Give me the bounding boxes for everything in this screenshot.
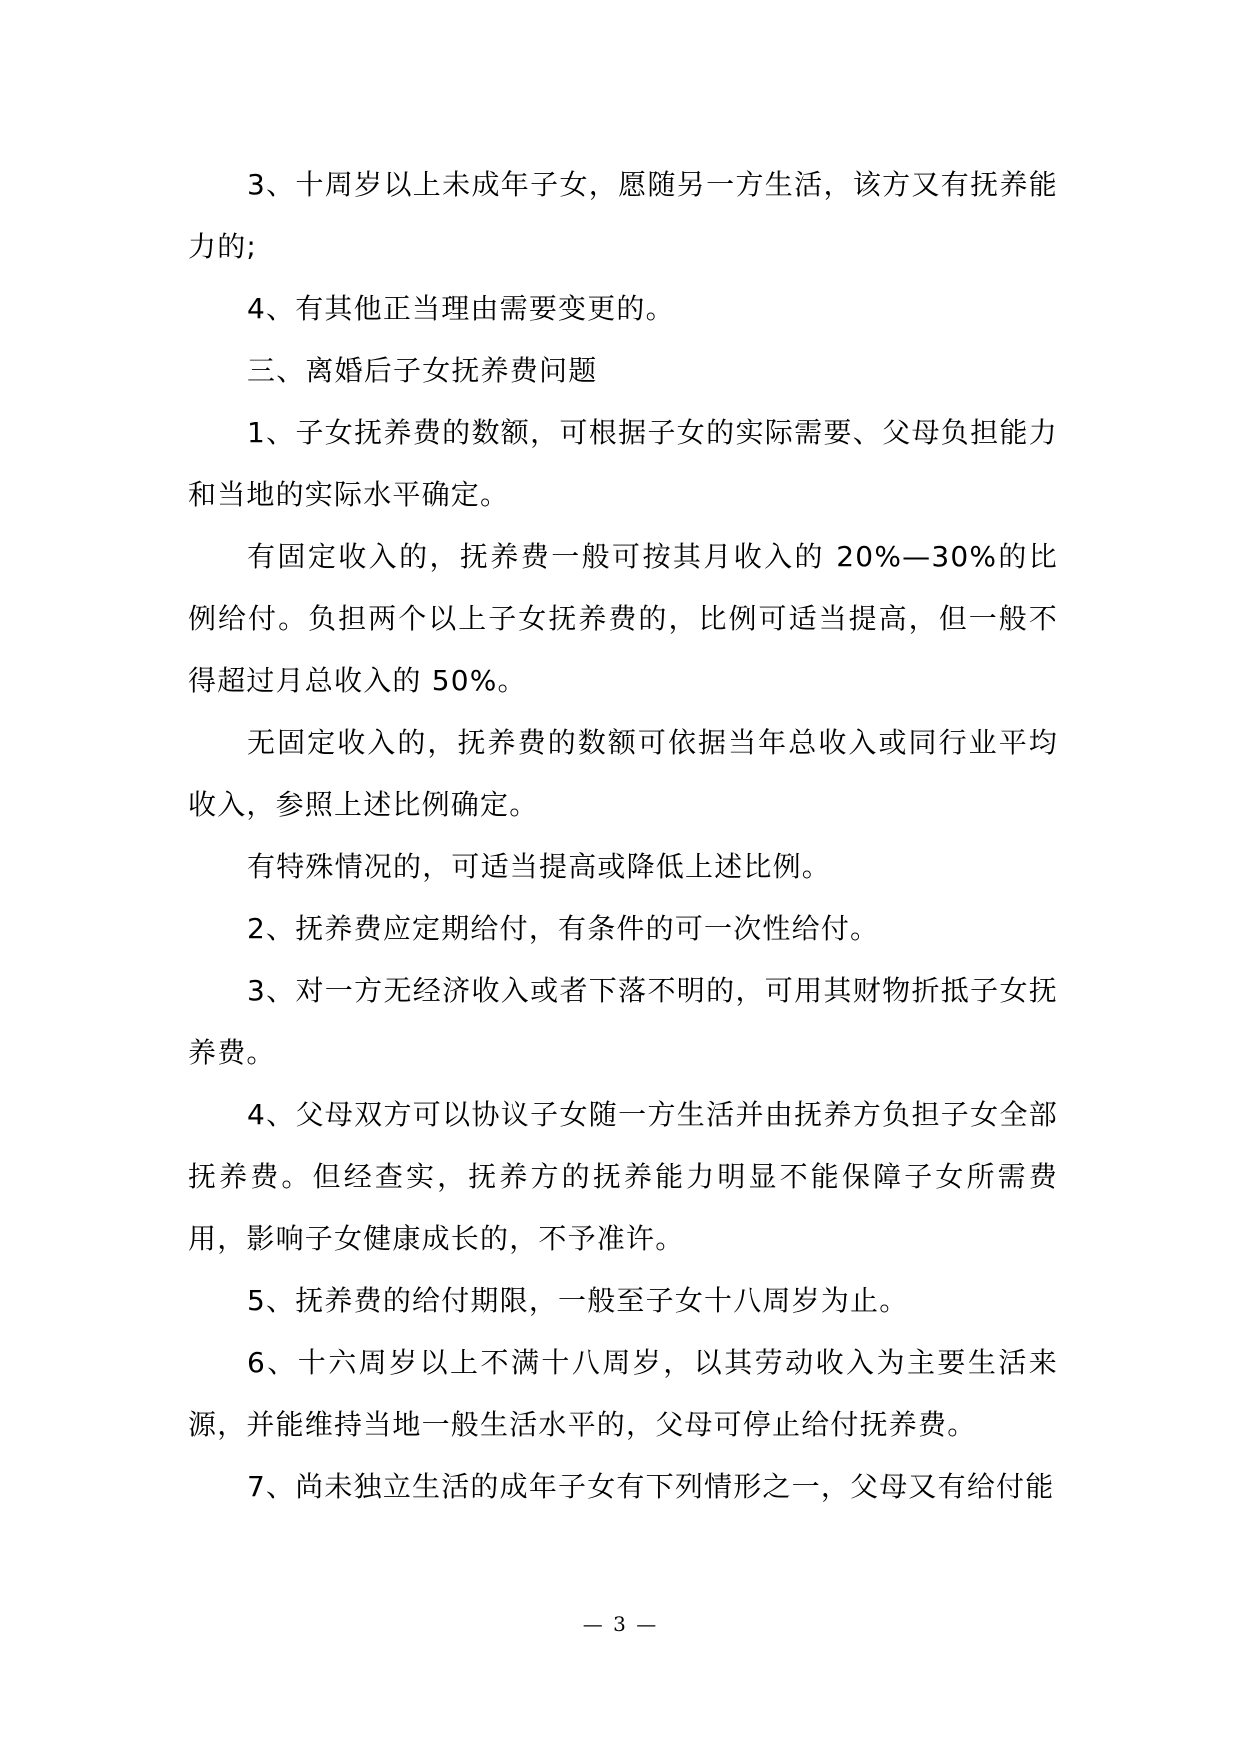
paragraph: 1、子女抚养费的数额，可根据子女的实际需要、父母负担能力和当地的实际水平确定。	[188, 416, 1058, 511]
paragraph: 无固定收入的，抚养费的数额可依据当年总收入或同行业平均收入，参照上述比例确定。	[188, 726, 1058, 821]
document-body	[188, 154, 1058, 1518]
section-heading: 三、离婚后子女抚养费问题	[247, 354, 598, 387]
paragraph: 6、十六周岁以上不满十八周岁，以其劳动收入为主要生活来源，并能维持当地一般生活水平的，父母可停止给付抚养费。	[188, 1346, 1058, 1441]
paragraph: 3、对一方无经济收入或者下落不明的，可用其财物折抵子女抚养费。	[188, 974, 1058, 1069]
paragraph: 7、尚未独立生活的成年子女有下列情形之一，父母又有给付能	[247, 1470, 1055, 1503]
page-number: — 3 —	[582, 1612, 659, 1636]
paragraph: 4、有其他正当理由需要变更的。	[247, 292, 675, 325]
paragraph: 3、十周岁以上未成年子女，愿随另一方生活，该方又有抚养能力的;	[188, 168, 1058, 263]
paragraph: 有特殊情况的，可适当提高或降低上述比例。	[247, 850, 832, 883]
paragraph: 2、抚养费应定期给付，有条件的可一次性给付。	[247, 912, 880, 945]
paragraph: 5、抚养费的给付期限，一般至子女十八周岁为止。	[247, 1284, 909, 1317]
paragraph: 有固定收入的，抚养费一般可按其月收入的 20%—30%的比例给付。负担两个以上子女抚养费的，比例可适当提高，但一般不得超过月总收入的 50%。	[188, 540, 1058, 697]
paragraph: 4、父母双方可以协议子女随一方生活并由抚养方负担子女全部抚养费。但经查实，抚养方的抚养能力明显不能保障子女所需费用，影响子女健康成长的，不予准许。	[188, 1098, 1058, 1255]
